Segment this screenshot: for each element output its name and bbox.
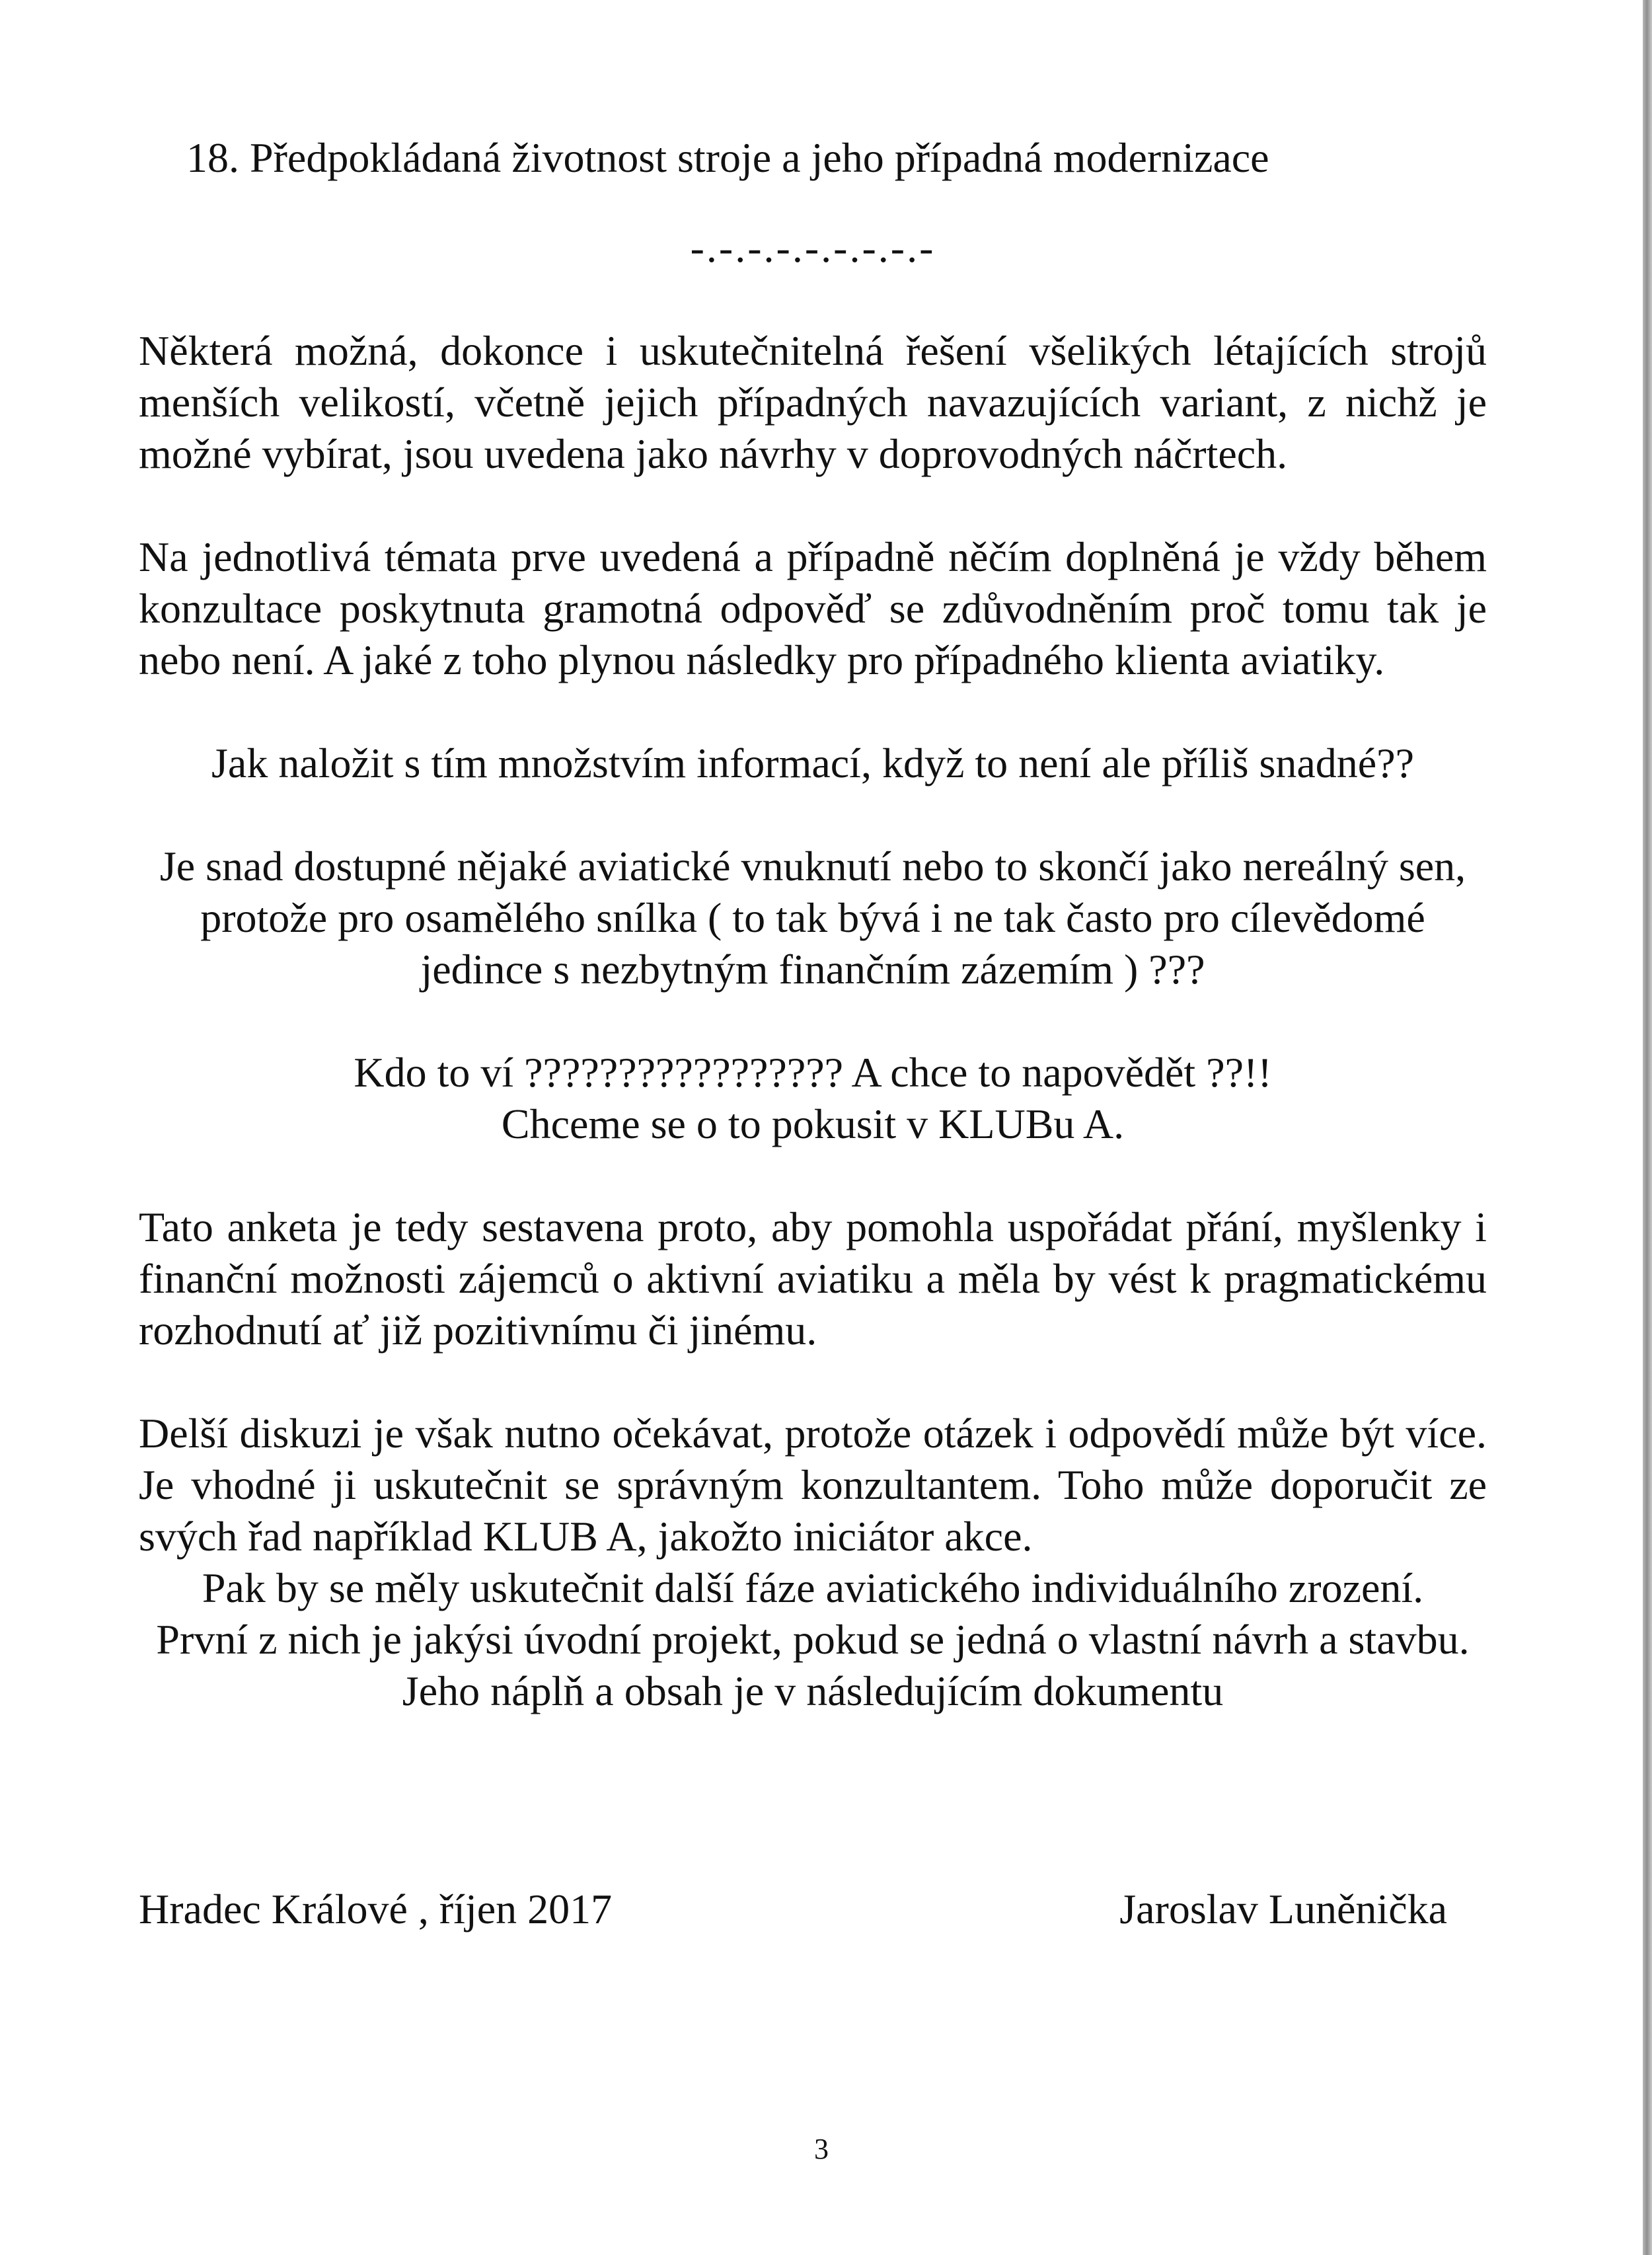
question-3-line-1: Kdo to ví ????????????????? A chce to napovědět ??!! (354, 1049, 1272, 1096)
closing-line-2: První z nich je jakýsi úvodní projekt, pokud se jedná o vlastní návrh a stavbu. Jeho náplň a obsah je v následujícím dokumentu (156, 1616, 1470, 1714)
paragraph-4: Delší diskuzi je však nutno očekávat, protože otázek i odpovědí může být více. Je vhodné ji uskutečnit se správným konzultantem. Toho může doporučit ze svých řad například KLUB A, jakožto iniciátor akce. (139, 1410, 1487, 1560)
page-number: 3 (814, 2133, 829, 2165)
paragraph-1: Některá možná, dokonce i uskutečnitelná řešení všelikých létajících strojů menších velikostí, včetně jejich případných navazujících variant, z nichž je možné vybírat, jsou uvedena jako návrhy v doprovodných náčrtech. (139, 327, 1487, 477)
separator-line: -.-.-.-.-.-.-.-.- (690, 224, 936, 271)
document-body (139, 132, 1487, 1717)
paragraph-2: Na jednotlivá témata prve uvedená a případně něčím doplněná je vždy během konzultace poskytnuta gramotná odpověď se zdůvodněním proč tomu tak je nebo není. A jaké z toho plynou následky pro případného klienta aviatiky. (139, 533, 1487, 683)
page-edge-shadow (1643, 0, 1652, 2255)
place-date: Hradec Králové , říjen 2017 (139, 1886, 613, 1932)
author-name: Jaroslav Luněnička (1119, 1886, 1447, 1932)
question-2: Je snad dostupné nějaké aviatické vnuknutí nebo to skončí jako nereálný sen, protože pro osamělého snílka ( to tak bývá i ne tak často pro cílevědomé jedince s nezbytným finančním zázemím ) ??? (159, 843, 1466, 993)
closing-line-1: Pak by se měly uskutečnit další fáze aviatického individuálního zrození. (202, 1564, 1424, 1611)
question-3-line-2: Chceme se o to pokusit v KLUBu A. (501, 1100, 1125, 1147)
signature-row (139, 1884, 1447, 1935)
question-1: Jak naložit s tím množstvím informací, když to není ale příliš snadné?? (211, 740, 1414, 786)
paragraph-3: Tato anketa je tedy sestavena proto, aby pomohla uspořádat přání, myšlenky i finanční možnosti zájemců o aktivní aviatiku a měla by vést k pragmatickému rozhodnutí ať již pozitivnímu či jinému. (139, 1204, 1487, 1354)
section-heading: 18. Předpokládaná životnost stroje a jeho případná modernizace (186, 134, 1269, 181)
